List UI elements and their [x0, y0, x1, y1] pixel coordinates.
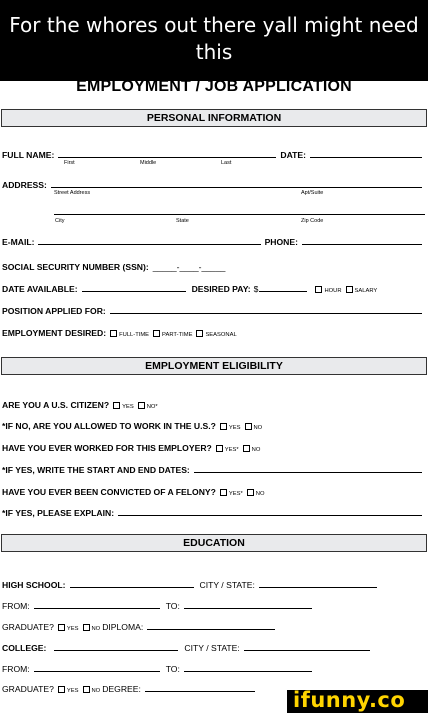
hs-graduate-label: GRADUATE?	[2, 622, 54, 632]
allowed-question: *IF NO, ARE YOU ALLOWED TO WORK IN THE U.S.?	[2, 421, 216, 431]
address-label: ADDRESS:	[2, 180, 47, 190]
street-address-field[interactable]	[51, 187, 422, 188]
college-city-state-field[interactable]	[244, 650, 370, 651]
last-sublabel: Last	[221, 160, 232, 166]
employment-desired-label: EMPLOYMENT DESIRED:	[2, 328, 107, 338]
document-title: EMPLOYMENT / JOB APPLICATION	[76, 78, 352, 95]
full-time-label: FULL-TIME	[119, 332, 150, 338]
hour-label: HOUR	[324, 288, 342, 294]
date-available-row	[2, 280, 426, 294]
worked-yes-label: YES*	[224, 447, 239, 453]
felony-question: HAVE YOU EVER BEEN CONVICTED OF A FELONY?	[2, 487, 216, 497]
full-name-label: FULL NAME:	[2, 150, 55, 160]
hs-graduate-yes-label: YES	[66, 626, 79, 632]
worked-no-checkbox[interactable]	[243, 445, 250, 452]
address-row	[2, 176, 426, 190]
worked-yes-checkbox[interactable]	[216, 445, 223, 452]
ssn-field[interactable]: _____-____-_____	[152, 262, 226, 272]
full-name-row	[2, 146, 426, 160]
college-city-state-label: CITY / STATE:	[184, 643, 240, 653]
college-from-label: FROM:	[2, 664, 30, 674]
hs-to-field[interactable]	[184, 608, 312, 609]
explain-field[interactable]	[118, 515, 422, 516]
college-graduate-yes-checkbox[interactable]	[58, 686, 65, 693]
dollar-sign: $	[253, 284, 259, 294]
hs-graduate-no-checkbox[interactable]	[83, 624, 90, 631]
apt-suite-sublabel: Apt/Suite	[301, 190, 324, 196]
worked-question: HAVE YOU EVER WORKED FOR THIS EMPLOYER?	[2, 443, 212, 453]
state-sublabel: State	[176, 218, 189, 224]
ssn-row	[2, 258, 426, 272]
middle-sublabel: Middle	[140, 160, 157, 166]
dates-field[interactable]	[194, 472, 422, 473]
college-row	[2, 639, 426, 653]
hs-to-label: TO:	[165, 601, 180, 611]
citizen-yes-checkbox[interactable]	[113, 402, 120, 409]
hs-city-state-field[interactable]	[259, 587, 377, 588]
felony-row	[2, 483, 426, 497]
watermark-text: ifunny.co	[293, 688, 406, 712]
diploma-label: DIPLOMA:	[102, 622, 144, 632]
desired-pay-field[interactable]	[259, 291, 307, 292]
phone-label: PHONE:	[264, 237, 298, 247]
hour-checkbox[interactable]	[315, 286, 322, 293]
allowed-no-label: NO	[253, 425, 263, 431]
college-to-label: TO:	[165, 664, 180, 674]
citizen-row	[2, 396, 426, 410]
college-field[interactable]	[54, 650, 178, 651]
college-graduate-no-label: NO	[91, 688, 101, 694]
hs-graduate-yes-checkbox[interactable]	[58, 624, 65, 631]
position-row	[2, 302, 426, 316]
city-state-zip-field[interactable]	[54, 214, 425, 215]
explain-label: *IF YES, PLEASE EXPLAIN:	[2, 508, 115, 518]
college-graduate-no-checkbox[interactable]	[83, 686, 90, 693]
allowed-yes-label: YES	[228, 425, 241, 431]
city-sublabel: City	[55, 218, 65, 224]
degree-field[interactable]	[145, 691, 255, 692]
citizen-yes-label: YES	[122, 404, 134, 410]
high-school-label: HIGH SCHOOL:	[2, 580, 66, 590]
first-sublabel: First	[64, 160, 75, 166]
hs-graduate-row	[2, 618, 426, 632]
hs-from-label: FROM:	[2, 601, 30, 611]
allowed-yes-checkbox[interactable]	[220, 423, 227, 430]
hs-graduate-no-label: NO	[91, 626, 101, 632]
part-time-checkbox[interactable]	[153, 330, 160, 337]
college-label: COLLEGE:	[2, 643, 47, 653]
worked-row	[2, 439, 426, 453]
felony-yes-checkbox[interactable]	[220, 489, 227, 496]
high-school-field[interactable]	[70, 587, 194, 588]
seasonal-label: SEASONAL	[205, 332, 237, 338]
college-from-field[interactable]	[34, 671, 160, 672]
hs-from-to-row	[2, 597, 426, 611]
citizen-no-checkbox[interactable]	[138, 402, 145, 409]
zip-code-sublabel: Zip Code	[301, 218, 324, 224]
hs-city-state-label: CITY / STATE:	[199, 580, 255, 590]
explain-row	[2, 504, 426, 518]
felony-no-checkbox[interactable]	[247, 489, 254, 496]
email-field[interactable]	[38, 244, 260, 245]
section-education: EDUCATION	[1, 534, 427, 552]
salary-checkbox[interactable]	[346, 286, 353, 293]
dates-label: *IF YES, WRITE THE START AND END DATES:	[2, 465, 190, 475]
email-row	[2, 233, 426, 247]
ssn-label: SOCIAL SECURITY NUMBER (SSN):	[2, 262, 149, 272]
desired-pay-label: DESIRED PAY:	[191, 284, 251, 294]
date-available-label: DATE AVAILABLE:	[2, 284, 78, 294]
citizen-no-label: NO*	[146, 404, 158, 410]
email-label: E-MAIL:	[2, 237, 35, 247]
ifunny-watermark	[287, 690, 428, 713]
date-label: DATE:	[280, 150, 306, 160]
seasonal-checkbox[interactable]	[196, 330, 203, 337]
part-time-label: PART-TIME	[162, 332, 193, 338]
dates-row	[2, 461, 426, 475]
college-graduate-yes-label: YES	[66, 688, 79, 694]
citizen-question: ARE YOU A U.S. CITIZEN?	[2, 400, 110, 410]
college-graduate-label: GRADUATE?	[2, 684, 54, 694]
college-from-to-row	[2, 660, 426, 674]
allowed-row	[2, 417, 426, 431]
position-field[interactable]	[110, 313, 422, 314]
salary-label: SALARY	[354, 288, 378, 294]
allowed-no-checkbox[interactable]	[245, 423, 252, 430]
diploma-field[interactable]	[147, 629, 275, 630]
position-label: POSITION APPLIED FOR:	[2, 306, 106, 316]
felony-no-label: NO	[255, 491, 265, 497]
date-field[interactable]	[310, 157, 422, 158]
degree-label: DEGREE:	[102, 684, 141, 694]
section-personal-information: PERSONAL INFORMATION	[1, 109, 427, 127]
employment-desired-row	[2, 324, 426, 338]
meme-caption: For the whores out there yall might need this	[0, 0, 428, 81]
felony-yes-label: YES*	[228, 491, 243, 497]
college-to-field[interactable]	[184, 671, 312, 672]
street-address-sublabel: Street Address	[54, 190, 91, 196]
full-name-field[interactable]	[58, 157, 276, 158]
phone-field[interactable]	[302, 244, 422, 245]
hs-from-field[interactable]	[34, 608, 160, 609]
section-employment-eligibility: EMPLOYMENT ELIGIBILITY	[1, 357, 427, 375]
worked-no-label: NO	[251, 447, 261, 453]
date-available-field[interactable]	[82, 291, 186, 292]
high-school-row	[2, 576, 426, 590]
full-time-checkbox[interactable]	[110, 330, 117, 337]
